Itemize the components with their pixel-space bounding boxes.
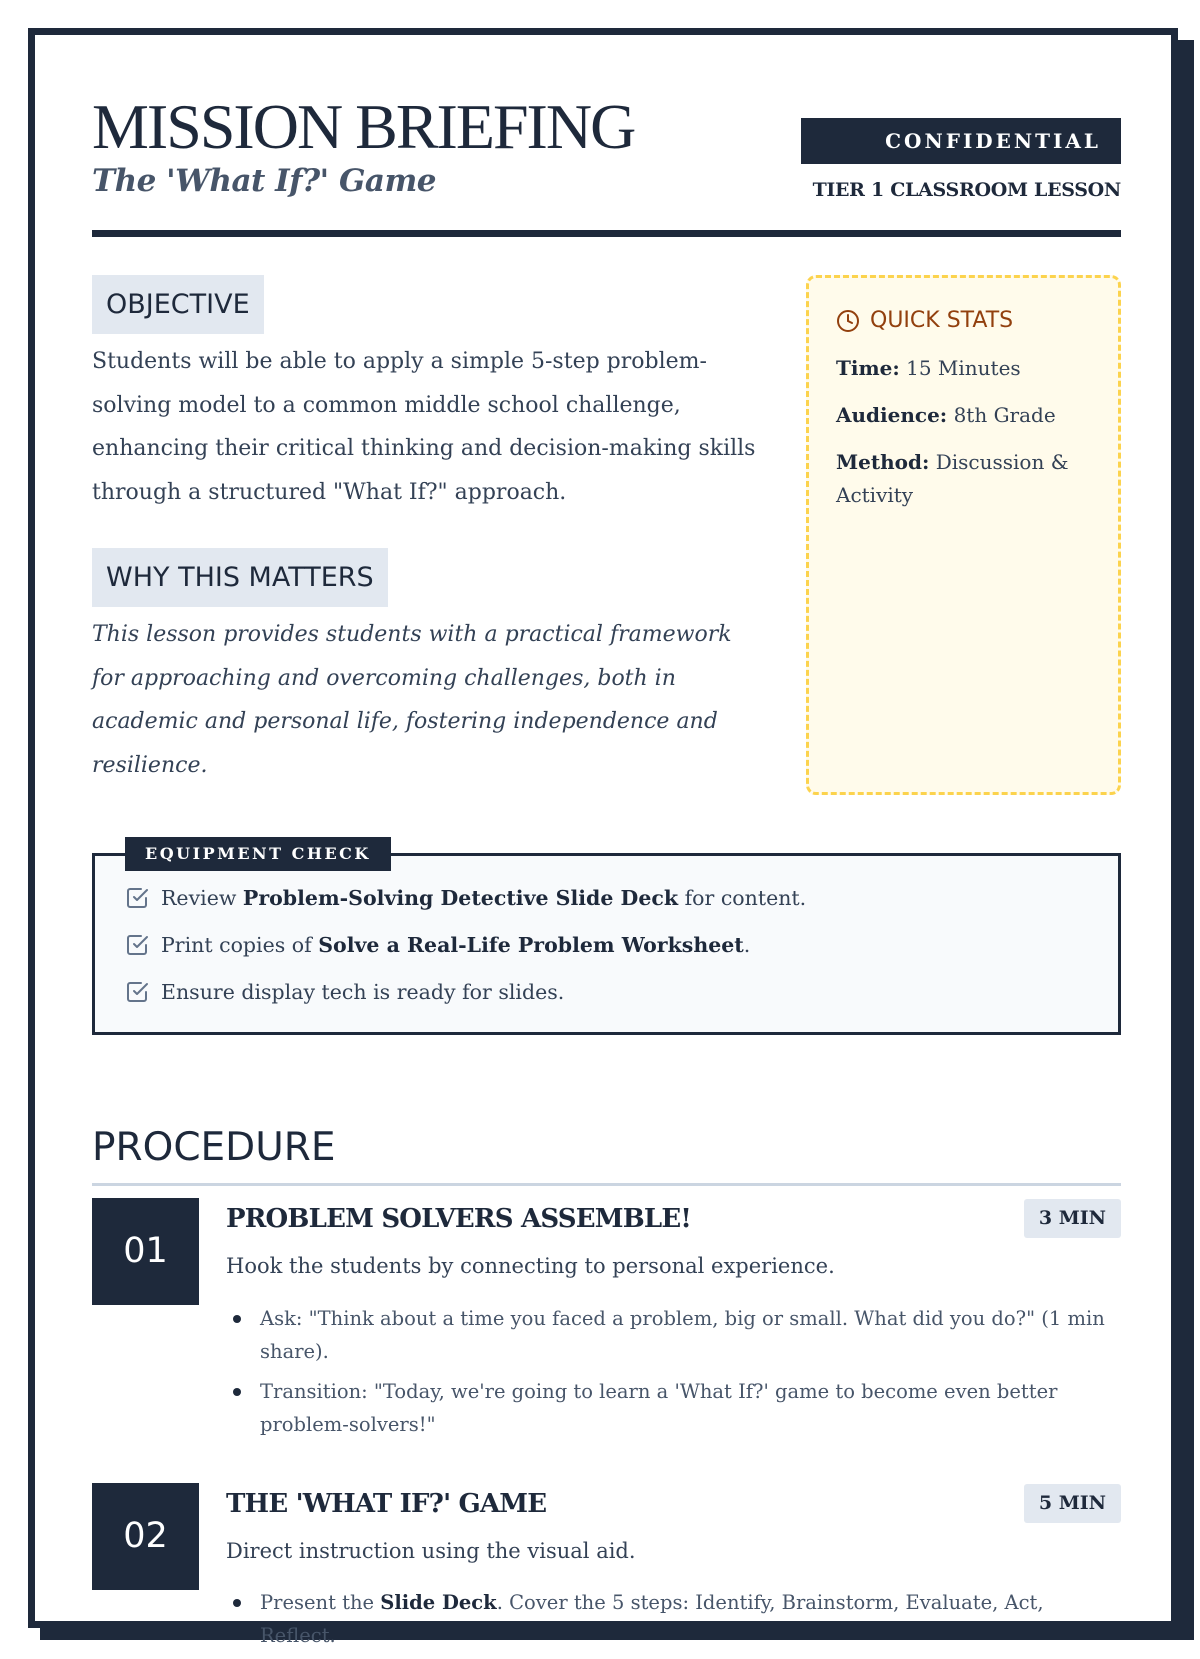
why-text: This lesson provides students with a practical framework for approaching and overcoming challenges, both in academic and personal life, fostering independence and resilience. [92, 622, 732, 778]
step-bullets [226, 1586, 1106, 1659]
stat-time-label: Time: [836, 356, 900, 380]
tier-label: TIER 1 CLASSROOM LESSON [812, 179, 1121, 201]
step-number: 01 [92, 1198, 199, 1305]
stat-time-value: 15 Minutes [906, 356, 1021, 380]
equipment-item-text: Review Problem-Solving Detective Slide Deck for content. [161, 886, 807, 910]
step-bullet: Ask: "Think about a time you faced a problem, big or small. What did you do?" (1 min share). [226, 1302, 1106, 1368]
confidential-stamp: CONFIDENTIAL [801, 118, 1121, 164]
equipment-check-box [92, 844, 1121, 1035]
step-duration-badge: 5 MIN [1024, 1484, 1121, 1523]
equipment-item-text: Print copies of Solve a Real-Life Problem Worksheet. [161, 933, 751, 957]
checkbox-checked-icon [125, 886, 149, 910]
step-title: PROBLEM SOLVERS ASSEMBLE! [226, 1204, 691, 1234]
equipment-item [125, 980, 564, 1004]
step-number: 02 [92, 1483, 199, 1590]
step-description: Hook the students by connecting to personal experience. [226, 1254, 835, 1278]
equipment-item [125, 886, 806, 910]
stat-method-value: Discussion & Activity [836, 450, 1069, 507]
step-title: THE 'WHAT IF?' GAME [226, 1489, 547, 1519]
equipment-item-text: Ensure display tech is ready for slides. [161, 980, 565, 1004]
objective-heading: OBJECTIVE [92, 275, 264, 334]
page-subtitle: The 'What If?' Game [92, 163, 437, 199]
header-divider [92, 230, 1121, 237]
why-heading: WHY THIS MATTERS [92, 548, 388, 607]
stat-audience-label: Audience: [836, 403, 948, 427]
stat-method-label: Method: [836, 450, 930, 474]
checkbox-checked-icon [125, 980, 149, 1004]
checkbox-checked-icon [125, 933, 149, 957]
stat-time [836, 352, 1096, 385]
stat-audience [836, 399, 1096, 432]
objective-text: Students will be able to apply a simple 5-step problem-solving model to a common middle school challenge, enhancing their critical thinking and decision-making skills through a structured "What If?" approach. [92, 349, 756, 505]
step-bullets [226, 1302, 1106, 1448]
quick-stats-header [836, 308, 1013, 333]
step-bullet: Transition: "Today, we're going to learn a 'What If?' game to become even better problem-solvers!" [226, 1375, 1106, 1441]
quick-stats-heading: QUICK STATS [870, 308, 1014, 333]
equipment-item [125, 933, 750, 957]
lesson-plan-page [28, 28, 1178, 1647]
procedure-heading: PROCEDURE [92, 1125, 336, 1170]
quick-stats-box [806, 275, 1121, 795]
equipment-check-heading: EQUIPMENT CHECK [125, 837, 391, 871]
step-duration-badge: 3 MIN [1024, 1199, 1121, 1238]
step-bullet: Present the Slide Deck. Cover the 5 steps: Identify, Brainstorm, Evaluate, Act, Reflect. [226, 1586, 1106, 1652]
stat-audience-value: 8th Grade [953, 403, 1056, 427]
stat-method [836, 446, 1096, 512]
clock-icon [836, 309, 860, 333]
procedure-divider [92, 1183, 1121, 1186]
page-title: MISSION BRIEFING [92, 91, 635, 162]
step-description: Direct instruction using the visual aid. [226, 1539, 636, 1563]
